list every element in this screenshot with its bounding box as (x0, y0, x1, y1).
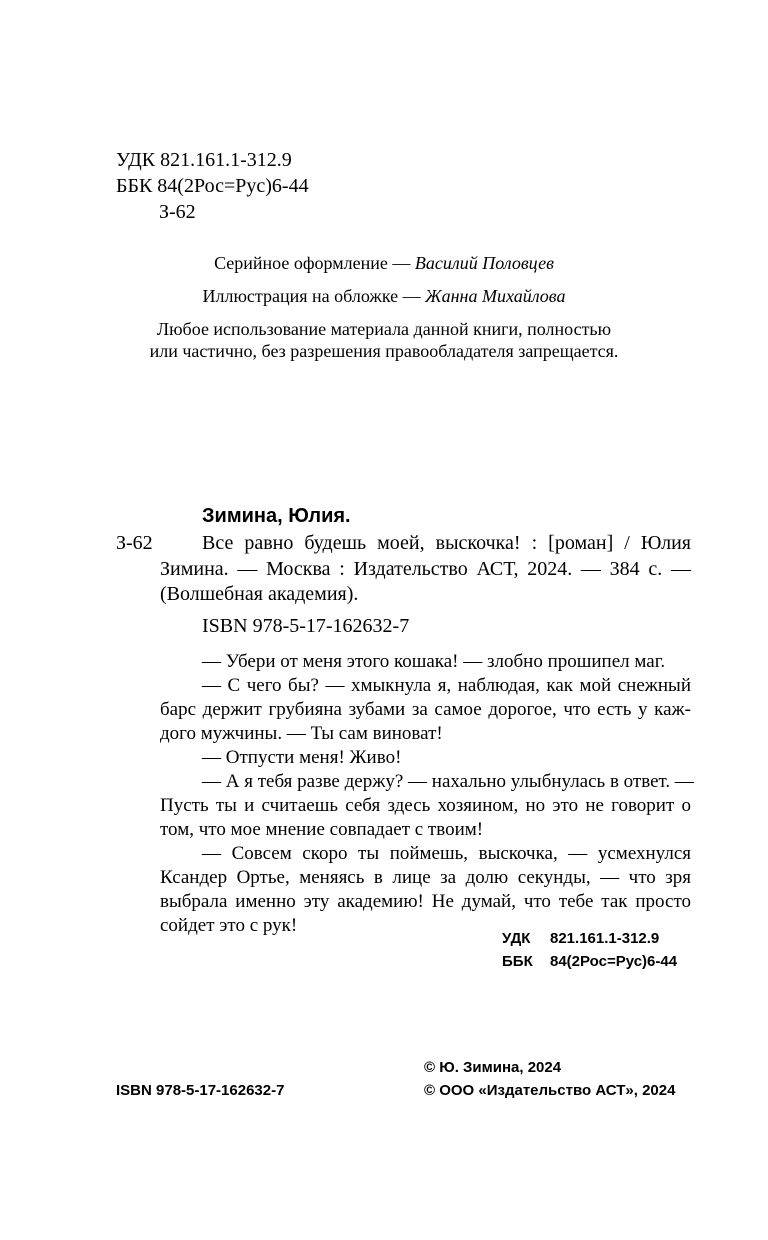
annotation-line-6: — А я тебя разве держу? — нахально улыбнулась в ответ. — (202, 771, 694, 792)
design-credit-name: Василий Половцев (414, 253, 554, 273)
cover-credit-name: Жанна Михайлова (425, 286, 566, 306)
design-credit-label: Серийное оформление — (214, 253, 411, 273)
bottom-udk-value: 821.161.1-312.9 (550, 930, 660, 947)
copyright-publisher: © ООО «Издательство АСТ», 2024 (424, 1082, 676, 1099)
annotation-line-12: сойдет это с рук! (160, 915, 298, 936)
rights-line-2: или частично, без разрешения правообладателя запрещается. (149, 341, 619, 361)
catalog-sign: З-62 (116, 532, 153, 554)
bbk-code: ББК 84(2Рос=Рус)6-44 (116, 175, 309, 197)
catalog-isbn: ISBN 978-5-17-162632-7 (202, 615, 410, 637)
footer-isbn: ISBN 978-5-17-162632-7 (116, 1082, 285, 1099)
cover-credit-label: Иллюстрация на обложке — (202, 286, 421, 306)
cover-credit (0, 284, 768, 308)
design-credit (0, 251, 768, 275)
copyright-author: © Ю. Зимина, 2024 (424, 1059, 562, 1076)
catalog-desc-line-3: (Волшебная академия). (160, 583, 359, 605)
catalog-author: Зимина, Юлия. (202, 505, 351, 527)
author-sign-top: З-62 (159, 201, 196, 223)
bottom-bbk-label: ББК (502, 953, 533, 970)
bottom-udk-label: УДК (502, 930, 531, 947)
annotation-line-1: — Убери от меня этого кошака! — злобно прошипел маг. (202, 651, 666, 672)
annotation-line-11: выбрала именно эту академию! Не думай, что тебе так просто (160, 891, 691, 912)
udk-code: УДК 821.161.1-312.9 (116, 149, 292, 171)
bottom-bbk-value: 84(2Рос=Рус)6-44 (550, 953, 678, 970)
annotation-line-9: — Совсем скоро ты поймешь, выскочка, — усмехнулся (202, 843, 691, 864)
annotation-line-7: Пусть ты и считаешь себя здесь хозяином, но это не говорит о (160, 795, 691, 816)
rights-line-1: Любое использование материала данной книги, полностью (156, 319, 612, 339)
catalog-desc-line-1: Все равно будешь моей, выскочка! : [роман] / Юлия (202, 532, 691, 554)
annotation-line-3: барс держит грубияна зубами за самое дорогое, что есть у каж- (160, 699, 691, 720)
annotation-line-2: — С чего бы? — хмыкнула я, наблюдая, как мой снежный (202, 675, 691, 696)
annotation-line-10: Ксандер Ортье, меняясь в лице за долю секунды, — что зря (160, 867, 691, 888)
annotation-line-4: дого мужчины. — Ты сам виноват! (160, 723, 443, 744)
annotation-line-8: том, что мое мнение совпадает с твоим! (160, 819, 484, 840)
catalog-desc-line-2: Зимина. — Москва : Издательство АСТ, 2024. — 384 с. — (160, 558, 691, 580)
annotation-line-5: — Отпусти меня! Живо! (202, 747, 402, 768)
